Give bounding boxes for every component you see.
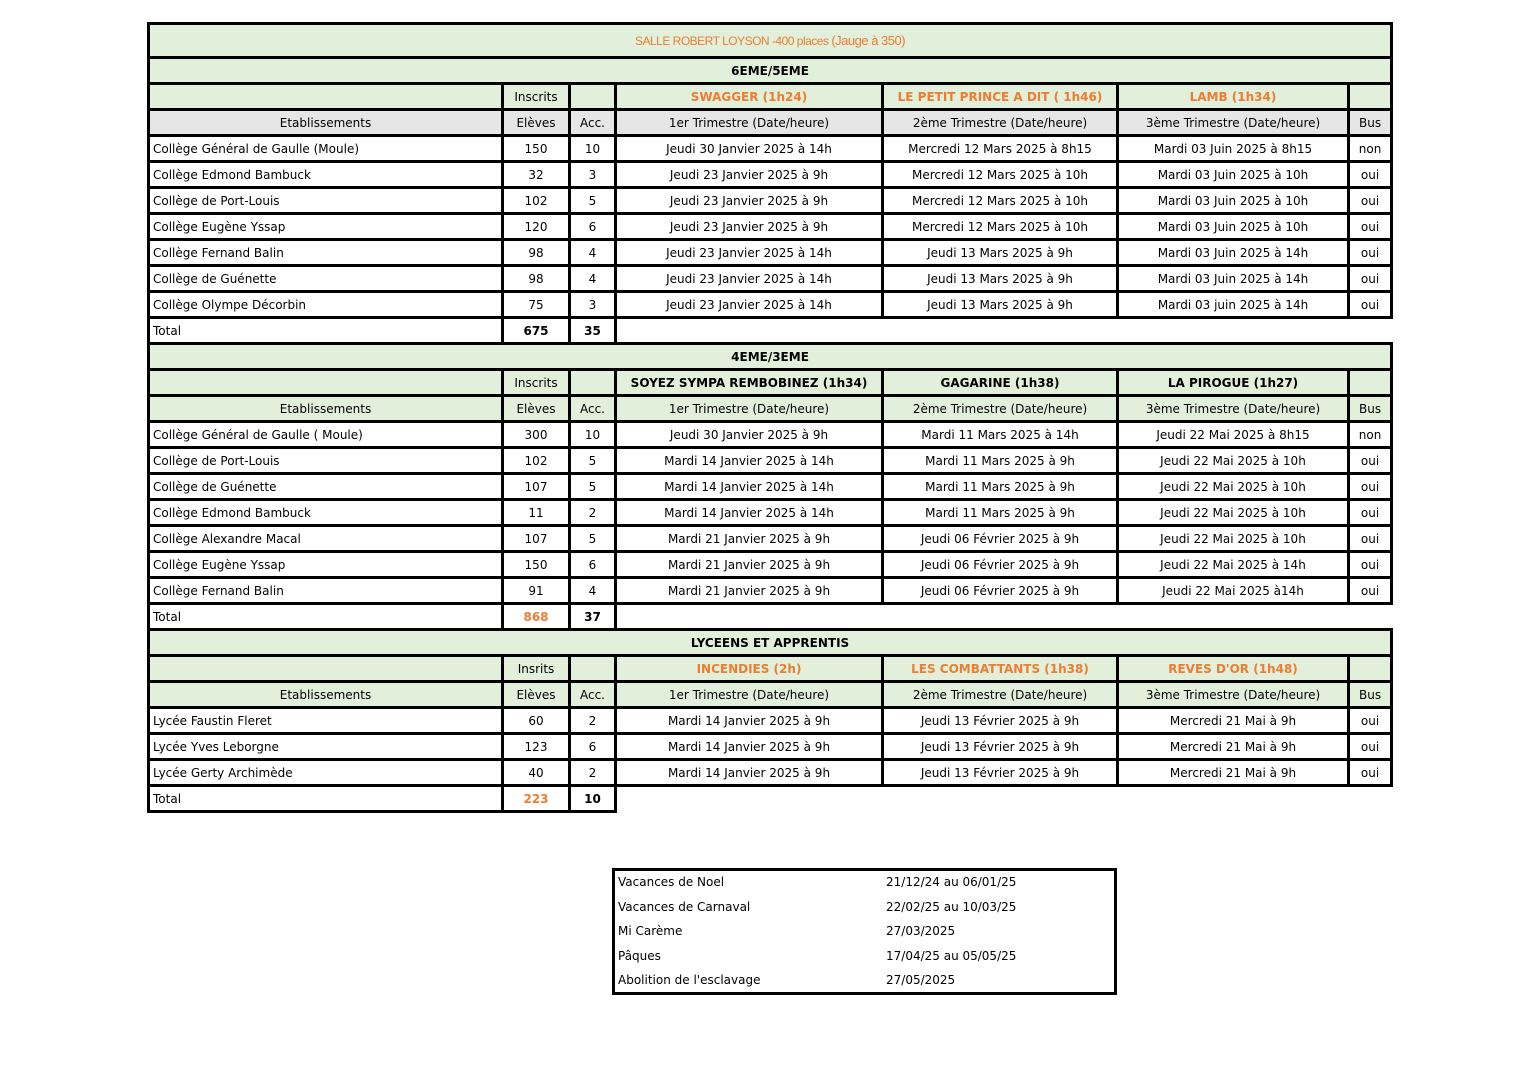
eleves-cell: 120 [503,214,570,240]
film-title: INCENDIES (2h) [616,656,883,682]
t1-cell: Jeudi 30 Janvier 2025 à 14h [616,136,883,162]
table-row [149,292,1392,318]
t1-cell: Mardi 14 Janvier 2025 à 9h [616,760,883,786]
acc-cell: 3 [570,292,616,318]
t3-cell: Mercredi 21 Mai à 9h [1118,760,1349,786]
t3-cell: Mardi 03 Juin 2025 à 14h [1118,240,1349,266]
film-title: LA PIROGUE (1h27) [1118,370,1349,396]
t2-cell: Mardi 11 Mars 2025 à 9h [883,500,1118,526]
t3-cell: Mardi 03 Juin 2025 à 10h [1118,162,1349,188]
table-row [149,188,1392,214]
table-row [149,552,1392,578]
etablissement-cell: Lycée Gerty Archimède [149,760,503,786]
eleves-cell: 102 [503,448,570,474]
film-row-blank [1349,656,1392,682]
eleves-cell: 123 [503,734,570,760]
table-row [149,266,1392,292]
eleves-cell: 32 [503,162,570,188]
bus-cell: oui [1349,500,1392,526]
etablissement-cell: Collège Fernand Balin [149,240,503,266]
t2-cell: Jeudi 13 Février 2025 à 9h [883,708,1118,734]
bus-cell: oui [1349,708,1392,734]
acc-cell: 6 [570,734,616,760]
film-row [149,656,1392,682]
bus-cell: oui [1349,188,1392,214]
acc-cell: 2 [570,708,616,734]
etablissement-cell: Collège Fernand Balin [149,578,503,604]
schedule-table [147,22,1393,813]
total-row [149,318,1392,344]
column-header-row [149,110,1392,136]
col-header-t1: 1er Trimestre (Date/heure) [616,682,883,708]
eleves-cell: 150 [503,136,570,162]
acc-cell: 6 [570,552,616,578]
table-row [149,474,1392,500]
holiday-label: Vacances de Noel [618,875,725,889]
bus-cell: oui [1349,734,1392,760]
film-title: SWAGGER (1h24) [616,84,883,110]
bus-cell: oui [1349,448,1392,474]
holiday-row [618,900,1113,920]
t1-cell: Jeudi 23 Janvier 2025 à 9h [616,162,883,188]
etablissement-cell: Collège Edmond Bambuck [149,500,503,526]
film-title: GAGARINE (1h38) [883,370,1118,396]
t1-cell: Jeudi 23 Janvier 2025 à 14h [616,292,883,318]
table-row [149,162,1392,188]
table-row [149,214,1392,240]
col-header-t2: 2ème Trimestre (Date/heure) [883,396,1118,422]
col-header-bus: Bus [1349,682,1392,708]
t3-cell: Mardi 03 Juin 2025 à 10h [1118,188,1349,214]
section-header-row [149,58,1392,84]
etablissement-cell: Collège Eugène Yssap [149,214,503,240]
etablissement-cell: Collège de Port-Louis [149,188,503,214]
t1-cell: Mardi 21 Janvier 2025 à 9h [616,526,883,552]
t3-cell: Mercredi 21 Mai à 9h [1118,734,1349,760]
inscrits-label: Inscrits [503,84,570,110]
film-row-blank [149,656,503,682]
holiday-dates: 22/02/25 au 10/03/25 [886,899,1017,914]
eleves-cell: 98 [503,266,570,292]
holiday-label: Vacances de Carnaval [618,899,751,914]
etablissement-cell: Collège Général de Gaulle (Moule) [149,136,503,162]
total-spacer [616,604,1392,630]
eleves-cell: 75 [503,292,570,318]
eleves-cell: 60 [503,708,570,734]
page-title [149,24,1392,58]
holiday-dates: 21/12/24 au 06/01/25 [886,875,1017,889]
bus-cell: oui [1349,760,1392,786]
col-header-eleves: Elèves [503,396,570,422]
acc-cell: 3 [570,162,616,188]
total-label: Total [149,786,503,812]
table-row [149,734,1392,760]
eleves-cell: 300 [503,422,570,448]
t3-cell: Mardi 03 juin 2025 à 14h [1118,292,1349,318]
acc-cell: 4 [570,578,616,604]
t2-cell: Mardi 11 Mars 2025 à 14h [883,422,1118,448]
acc-cell: 10 [570,136,616,162]
col-header-acc: Acc. [570,110,616,136]
section-header-row [149,630,1392,656]
t1-cell: Mardi 14 Janvier 2025 à 14h [616,448,883,474]
eleves-cell: 11 [503,500,570,526]
total-eleves: 223 [503,786,570,812]
t1-cell: Mardi 14 Janvier 2025 à 14h [616,500,883,526]
acc-cell: 5 [570,188,616,214]
t3-cell: Jeudi 22 Mai 2025 à 10h [1118,448,1349,474]
holiday-row [618,973,1113,993]
col-header-etablissements: Etablissements [149,682,503,708]
etablissement-cell: Lycée Yves Leborgne [149,734,503,760]
col-header-t3: 3ème Trimestre (Date/heure) [1118,682,1349,708]
col-header-bus: Bus [1349,396,1392,422]
acc-cell: 5 [570,448,616,474]
col-header-t3: 3ème Trimestre (Date/heure) [1118,396,1349,422]
col-header-t1: 1er Trimestre (Date/heure) [616,396,883,422]
t1-cell: Jeudi 23 Janvier 2025 à 14h [616,266,883,292]
holiday-row [618,875,1113,895]
col-header-acc: Acc. [570,396,616,422]
t2-cell: Mardi 11 Mars 2025 à 9h [883,474,1118,500]
inscrits-label: Insrits [503,656,570,682]
film-row-blank [149,370,503,396]
t1-cell: Jeudi 23 Janvier 2025 à 9h [616,214,883,240]
eleves-cell: 107 [503,474,570,500]
t2-cell: Mercredi 12 Mars 2025 à 10h [883,214,1118,240]
t2-cell: Jeudi 13 Mars 2025 à 9h [883,292,1118,318]
total-acc: 10 [570,786,616,812]
holiday-label: Abolition de l'esclavage [618,973,761,987]
bus-cell: oui [1349,292,1392,318]
eleves-cell: 107 [503,526,570,552]
table-row [149,422,1392,448]
holiday-dates: 17/04/25 au 05/05/25 [886,948,1017,963]
film-row [149,370,1392,396]
eleves-cell: 98 [503,240,570,266]
t3-cell: Jeudi 22 Mai 2025 à 10h [1118,474,1349,500]
acc-cell: 4 [570,240,616,266]
t3-cell: Mercredi 21 Mai à 9h [1118,708,1349,734]
t3-cell: Mardi 03 Juin 2025 à 8h15 [1118,136,1349,162]
bus-cell: oui [1349,552,1392,578]
t3-cell: Mardi 03 Juin 2025 à 10h [1118,214,1349,240]
table-row [149,578,1392,604]
film-title: LES COMBATTANTS (1h38) [883,656,1118,682]
t2-cell: Mercredi 12 Mars 2025 à 10h [883,188,1118,214]
bus-cell: oui [1349,240,1392,266]
holiday-dates: 27/05/2025 [886,973,956,987]
section-title: 6EME/5EME [149,58,1392,84]
holiday-label: Pâques [618,948,661,963]
eleves-cell: 40 [503,760,570,786]
title-main: SALLE ROBERT LOYSON -400 places [634,34,829,48]
t1-cell: Mardi 21 Janvier 2025 à 9h [616,552,883,578]
t3-cell: Mardi 03 Juin 2025 à 14h [1118,266,1349,292]
t1-cell: Mardi 14 Janvier 2025 à 14h [616,474,883,500]
eleves-cell: 102 [503,188,570,214]
column-header-row [149,396,1392,422]
acc-cell: 2 [570,760,616,786]
total-label: Total [149,318,503,344]
holiday-row [618,949,1113,969]
acc-cell: 10 [570,422,616,448]
etablissement-cell: Collège Général de Gaulle ( Moule) [149,422,503,448]
table-row [149,448,1392,474]
film-row-blank [570,370,616,396]
total-eleves: 675 [503,318,570,344]
col-header-acc: Acc. [570,682,616,708]
etablissement-cell: Lycée Faustin Fleret [149,708,503,734]
total-eleves: 868 [503,604,570,630]
section-title: LYCEENS ET APPRENTIS [149,630,1392,656]
eleves-cell: 91 [503,578,570,604]
t2-cell: Jeudi 06 Février 2025 à 9h [883,552,1118,578]
t1-cell: Jeudi 23 Janvier 2025 à 9h [616,188,883,214]
table-row [149,136,1392,162]
total-spacer [616,786,1392,812]
table-row [149,526,1392,552]
acc-cell: 5 [570,474,616,500]
bus-cell: oui [1349,266,1392,292]
col-header-eleves: Elèves [503,682,570,708]
bus-cell: oui [1349,162,1392,188]
col-header-bus: Bus [1349,110,1392,136]
etablissement-cell: Collège Alexandre Macal [149,526,503,552]
section-header-row [149,344,1392,370]
t1-cell: Mardi 14 Janvier 2025 à 9h [616,734,883,760]
bus-cell: oui [1349,578,1392,604]
table-row [149,240,1392,266]
t3-cell: Jeudi 22 Mai 2025 à14h [1118,578,1349,604]
col-header-t1: 1er Trimestre (Date/heure) [616,110,883,136]
bus-cell: oui [1349,526,1392,552]
etablissement-cell: Collège Edmond Bambuck [149,162,503,188]
bus-cell: oui [1349,214,1392,240]
t3-cell: Jeudi 22 Mai 2025 à 10h [1118,500,1349,526]
acc-cell: 6 [570,214,616,240]
t3-cell: Jeudi 22 Mai 2025 à 8h15 [1118,422,1349,448]
t1-cell: Jeudi 30 Janvier 2025 à 9h [616,422,883,448]
etablissement-cell: Collège Eugène Yssap [149,552,503,578]
t1-cell: Mardi 21 Janvier 2025 à 9h [616,578,883,604]
t3-cell: Jeudi 22 Mai 2025 à 14h [1118,552,1349,578]
col-header-etablissements: Etablissements [149,110,503,136]
t2-cell: Jeudi 06 Février 2025 à 9h [883,578,1118,604]
col-header-etablissements: Etablissements [149,396,503,422]
total-acc: 37 [570,604,616,630]
etablissement-cell: Collège de Guénette [149,474,503,500]
t1-cell: Jeudi 23 Janvier 2025 à 14h [616,240,883,266]
bus-cell: oui [1349,474,1392,500]
holiday-label: Mi Carème [618,924,683,938]
film-row [149,84,1392,110]
total-row [149,604,1392,630]
col-header-eleves: Elèves [503,110,570,136]
table-row [149,760,1392,786]
etablissement-cell: Collège de Port-Louis [149,448,503,474]
col-header-t2: 2ème Trimestre (Date/heure) [883,682,1118,708]
film-row-blank [1349,370,1392,396]
film-row-blank [570,656,616,682]
eleves-cell: 150 [503,552,570,578]
film-title: SOYEZ SYMPA REMBOBINEZ (1h34) [616,370,883,396]
film-row-blank [570,84,616,110]
t2-cell: Jeudi 06 Février 2025 à 9h [883,526,1118,552]
t2-cell: Mardi 11 Mars 2025 à 9h [883,448,1118,474]
col-header-t3: 3ème Trimestre (Date/heure) [1118,110,1349,136]
total-row [149,786,1392,812]
column-header-row [149,682,1392,708]
total-label: Total [149,604,503,630]
film-row-blank [1349,84,1392,110]
inscrits-label: Inscrits [503,370,570,396]
film-title: LAMB (1h34) [1118,84,1349,110]
t1-cell: Mardi 14 Janvier 2025 à 9h [616,708,883,734]
film-row-blank [149,84,503,110]
table-row [149,500,1392,526]
t3-cell: Jeudi 22 Mai 2025 à 10h [1118,526,1349,552]
total-spacer [616,318,1392,344]
t2-cell: Mercredi 12 Mars 2025 à 8h15 [883,136,1118,162]
section-title: 4EME/3EME [149,344,1392,370]
holiday-dates: 27/03/2025 [886,924,956,938]
col-header-t2: 2ème Trimestre (Date/heure) [883,110,1118,136]
t2-cell: Jeudi 13 Février 2025 à 9h [883,760,1118,786]
bus-cell: non [1349,136,1392,162]
t2-cell: Jeudi 13 Février 2025 à 9h [883,734,1118,760]
holiday-row [618,924,1113,944]
table-row [149,708,1392,734]
acc-cell: 4 [570,266,616,292]
acc-cell: 2 [570,500,616,526]
bus-cell: non [1349,422,1392,448]
etablissement-cell: Collège Olympe Décorbin [149,292,503,318]
t2-cell: Jeudi 13 Mars 2025 à 9h [883,266,1118,292]
t2-cell: Mercredi 12 Mars 2025 à 10h [883,162,1118,188]
film-title: REVES D'OR (1h48) [1118,656,1349,682]
t2-cell: Jeudi 13 Mars 2025 à 9h [883,240,1118,266]
etablissement-cell: Collège de Guénette [149,266,503,292]
title-sub: (Jauge à 350) [831,33,906,48]
total-acc: 35 [570,318,616,344]
film-title: LE PETIT PRINCE A DIT ( 1h46) [883,84,1118,110]
holidays-box [612,868,1117,995]
acc-cell: 5 [570,526,616,552]
